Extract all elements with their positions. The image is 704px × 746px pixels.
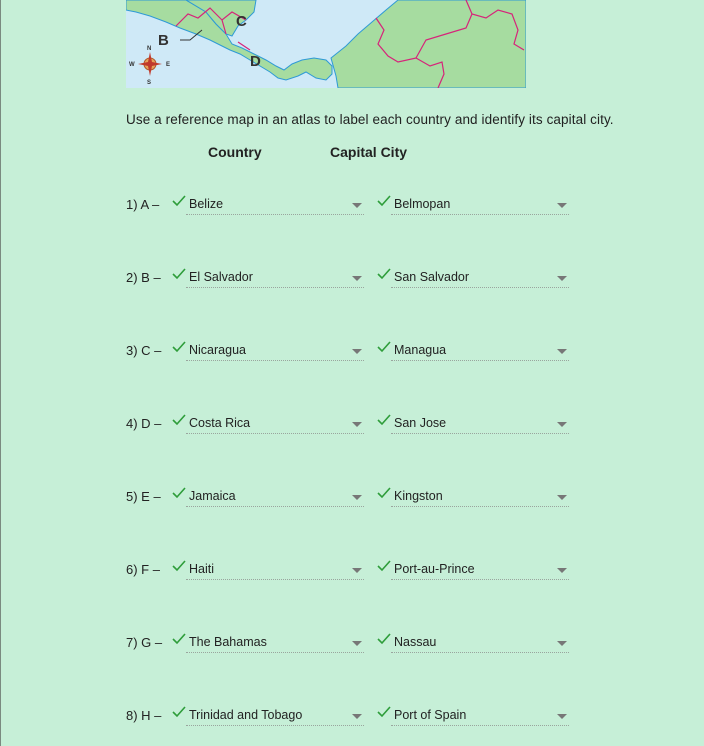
capital-select[interactable]	[391, 630, 569, 653]
row-label: 7) G –	[126, 635, 163, 650]
compass-s: S	[147, 80, 152, 86]
row-label: 4) D –	[126, 416, 162, 431]
answer-row	[0, 553, 704, 593]
compass-e: E	[166, 62, 171, 68]
capital-selected-value: Port of Spain	[394, 708, 467, 722]
dropdown-arrow-icon[interactable]	[352, 568, 362, 573]
country-correct-check-icon	[172, 559, 186, 571]
country-selected-value: Haiti	[189, 562, 215, 576]
capital-correct-check-icon	[377, 559, 391, 571]
capital-correct-check-icon	[377, 705, 391, 717]
dropdown-arrow-icon[interactable]	[352, 714, 362, 719]
map-label-d: D	[250, 53, 261, 70]
capital-select[interactable]	[391, 338, 569, 361]
country-selected-value: Nicaragua	[189, 343, 246, 357]
country-select[interactable]	[186, 338, 364, 361]
country-selected-value: El Salvador	[189, 270, 253, 284]
country-correct-check-icon	[172, 413, 186, 425]
country-select[interactable]	[186, 484, 364, 507]
country-selected-value: The Bahamas	[189, 635, 267, 649]
country-correct-check-icon	[172, 486, 186, 498]
capital-column-header: Capital City	[330, 144, 408, 160]
dropdown-arrow-icon[interactable]	[352, 276, 362, 281]
answer-row	[0, 626, 704, 666]
answer-row	[0, 407, 704, 447]
country-select[interactable]	[186, 557, 364, 580]
instructions-text: Use a reference map in an atlas to label each country and identify its capital city.	[126, 112, 614, 127]
capital-selected-value: Managua	[394, 343, 447, 357]
country-correct-check-icon	[172, 194, 186, 206]
answer-row	[0, 334, 704, 374]
map-label-b: B	[158, 32, 169, 49]
country-select[interactable]	[186, 192, 364, 215]
answer-row	[0, 188, 704, 228]
capital-select[interactable]	[391, 265, 569, 288]
dropdown-arrow-icon[interactable]	[352, 422, 362, 427]
dropdown-arrow-icon[interactable]	[352, 641, 362, 646]
dropdown-arrow-icon[interactable]	[557, 714, 567, 719]
capital-correct-check-icon	[377, 413, 391, 425]
answer-row	[0, 480, 704, 520]
row-label: 8) H –	[126, 708, 162, 723]
dropdown-arrow-icon[interactable]	[557, 349, 567, 354]
country-selected-value: Trinidad and Tobago	[189, 708, 303, 722]
row-label: 5) E –	[126, 489, 161, 504]
capital-correct-check-icon	[377, 340, 391, 352]
dropdown-arrow-icon[interactable]	[557, 495, 567, 500]
country-correct-check-icon	[172, 632, 186, 644]
map-image	[126, 0, 526, 88]
compass-n: N	[147, 46, 152, 52]
capital-selected-value: Nassau	[394, 635, 437, 649]
dropdown-arrow-icon[interactable]	[352, 203, 362, 208]
country-correct-check-icon	[172, 705, 186, 717]
country-selected-value: Belize	[189, 197, 224, 211]
capital-correct-check-icon	[377, 486, 391, 498]
row-label: 1) A –	[126, 197, 160, 212]
answer-row	[0, 699, 704, 739]
capital-select[interactable]	[391, 192, 569, 215]
central-america-map	[126, 0, 526, 88]
country-select[interactable]	[186, 703, 364, 726]
compass-w: W	[129, 62, 135, 68]
country-select[interactable]	[186, 411, 364, 434]
capital-selected-value: Belmopan	[394, 197, 451, 211]
map-label-c: C	[236, 13, 247, 30]
capital-select[interactable]	[391, 484, 569, 507]
country-correct-check-icon	[172, 267, 186, 279]
capital-select[interactable]	[391, 703, 569, 726]
capital-selected-value: Port-au-Prince	[394, 562, 475, 576]
dropdown-arrow-icon[interactable]	[557, 641, 567, 646]
dropdown-arrow-icon[interactable]	[557, 276, 567, 281]
dropdown-arrow-icon[interactable]	[352, 349, 362, 354]
row-label: 2) B –	[126, 270, 161, 285]
capital-correct-check-icon	[377, 194, 391, 206]
capital-select[interactable]	[391, 411, 569, 434]
country-selected-value: Jamaica	[189, 489, 236, 503]
capital-selected-value: Kingston	[394, 489, 443, 503]
capital-selected-value: San Salvador	[394, 270, 470, 284]
dropdown-arrow-icon[interactable]	[557, 422, 567, 427]
country-column-header: Country	[208, 144, 262, 160]
dropdown-arrow-icon[interactable]	[557, 568, 567, 573]
capital-selected-value: San Jose	[394, 416, 447, 430]
capital-correct-check-icon	[377, 267, 391, 279]
country-correct-check-icon	[172, 340, 186, 352]
dropdown-arrow-icon[interactable]	[352, 495, 362, 500]
dropdown-arrow-icon[interactable]	[557, 203, 567, 208]
row-label: 3) C –	[126, 343, 162, 358]
row-label: 6) F –	[126, 562, 160, 577]
country-select[interactable]	[186, 630, 364, 653]
answer-row	[0, 261, 704, 301]
country-selected-value: Costa Rica	[189, 416, 251, 430]
capital-correct-check-icon	[377, 632, 391, 644]
country-select[interactable]	[186, 265, 364, 288]
capital-select[interactable]	[391, 557, 569, 580]
